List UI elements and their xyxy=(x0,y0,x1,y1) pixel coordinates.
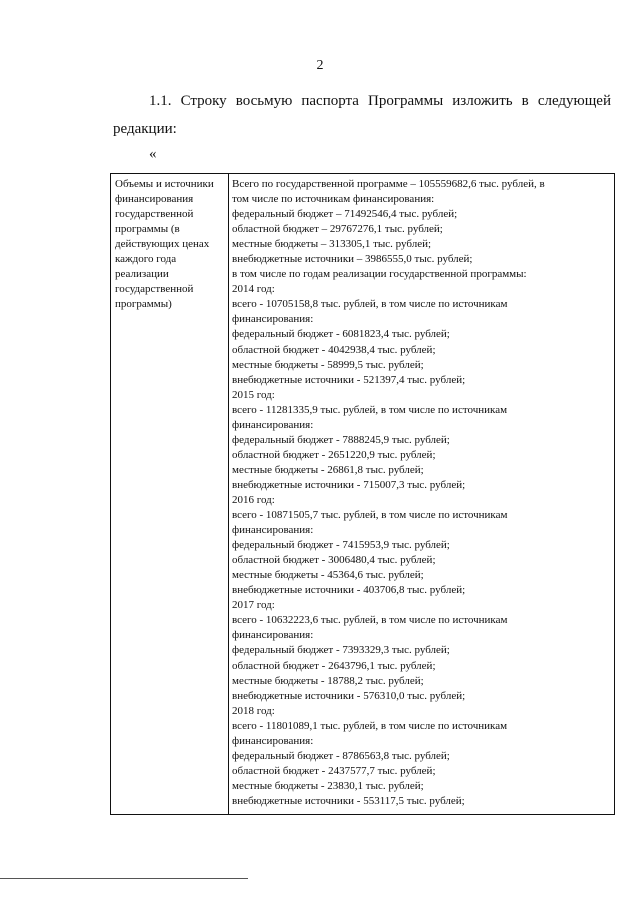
funding-text-line: внебюджетные источники - 715007,3 тыс. рублей; xyxy=(232,478,466,491)
funding-text-line: финансирования: xyxy=(232,629,314,642)
funding-text-line: 2016 год: xyxy=(232,493,275,506)
funding-text-line: местные бюджеты - 26861,8 тыс. рублей; xyxy=(232,463,424,476)
funding-text-line: областной бюджет - 2651220,9 тыс. рублей; xyxy=(232,448,436,461)
table-column-divider xyxy=(228,174,229,814)
funding-text-line: областной бюджет - 3006480,4 тыс. рублей; xyxy=(232,554,436,567)
funding-text-line: внебюджетные источники - 576310,0 тыс. рублей; xyxy=(232,689,466,702)
amendment-paragraph-continuation: редакции: xyxy=(113,121,177,137)
funding-text-line: 2015 год: xyxy=(232,388,275,401)
funding-text-line: областной бюджет - 4042938,4 тыс. рублей; xyxy=(232,343,436,356)
funding-text-line: финансирования: xyxy=(232,524,314,537)
funding-text-line: федеральный бюджет - 7393329,3 тыс. рублей; xyxy=(232,644,450,657)
funding-text-line: местные бюджеты - 58999,5 тыс. рублей; xyxy=(232,358,424,371)
funding-text-line: федеральный бюджет - 8786563,8 тыс. рублей; xyxy=(232,749,450,762)
funding-text-line: финансирования: xyxy=(232,313,314,326)
funding-table xyxy=(110,173,615,815)
funding-text-line: федеральный бюджет - 7888245,9 тыс. рублей; xyxy=(232,433,450,446)
label-text-line: программы (в xyxy=(115,223,180,235)
funding-text-line: в том числе по годам реализации государственной программы: xyxy=(232,268,527,281)
funding-text-line: 2017 год: xyxy=(232,599,275,612)
funding-text-line: всего - 10705158,8 тыс. рублей, в том числе по источникам xyxy=(232,298,508,311)
label-text-line: государственной xyxy=(115,283,194,295)
funding-text-line: финансирования: xyxy=(232,418,314,431)
funding-text-line: внебюджетные источники - 521397,4 тыс. рублей; xyxy=(232,373,466,386)
funding-text-line: областной бюджет – 29767276,1 тыс. рублей; xyxy=(232,223,443,236)
funding-text-line: Всего по государственной программе – 105559682,6 тыс. рублей, в xyxy=(232,178,545,190)
funding-text-line: всего - 11801089,1 тыс. рублей, в том числе по источникам xyxy=(232,719,508,732)
amendment-paragraph: 1.1. Строку восьмую паспорта Программы изложить в следующей xyxy=(149,93,611,109)
funding-text-line: федеральный бюджет - 7415953,9 тыс. рублей; xyxy=(232,539,450,552)
funding-text-line: местные бюджеты – 313305,1 тыс. рублей; xyxy=(232,238,432,251)
funding-text-line: местные бюджеты - 18788,2 тыс. рублей; xyxy=(232,674,424,687)
funding-text-line: внебюджетные источники – 3986555,0 тыс. рублей; xyxy=(232,253,473,266)
funding-text-line: областной бюджет - 2437577,7 тыс. рублей; xyxy=(232,764,436,777)
funding-text-line: местные бюджеты - 45364,6 тыс. рублей; xyxy=(232,569,424,582)
funding-text-line: федеральный бюджет - 6081823,4 тыс. рублей; xyxy=(232,328,450,341)
funding-text-line: всего - 11281335,9 тыс. рублей, в том числе по источникам xyxy=(232,403,508,416)
funding-text-line: областной бюджет - 2643796,1 тыс. рублей; xyxy=(232,659,436,672)
label-text-line: действующих ценах xyxy=(115,238,210,250)
funding-text-line: всего - 10632223,6 тыс. рублей, в том числе по источникам xyxy=(232,614,508,627)
label-text-line: финансирования xyxy=(115,193,194,205)
funding-text-line: местные бюджеты - 23830,1 тыс. рублей; xyxy=(232,779,424,792)
funding-text-line: внебюджетные источники - 403706,8 тыс. рублей; xyxy=(232,584,466,597)
footnote-separator-line xyxy=(0,878,248,879)
funding-text-line: 2018 год: xyxy=(232,704,275,717)
table-funding-details-cell xyxy=(232,177,612,809)
label-text-line: государственной xyxy=(115,208,194,220)
funding-text-line: внебюджетные источники - 553117,5 тыс. рублей; xyxy=(232,794,465,807)
table-row-label-cell xyxy=(115,177,227,312)
funding-text-line: 2014 год: xyxy=(232,283,275,296)
funding-text-line: федеральный бюджет – 71492546,4 тыс. рублей; xyxy=(232,208,458,221)
label-text-line: реализации xyxy=(115,268,169,280)
funding-text-line: том числе по источникам финансирования: xyxy=(232,193,435,206)
label-text-line: каждого года xyxy=(115,253,177,265)
opening-quote-mark: « xyxy=(149,146,157,162)
label-text-line: Объемы и источники xyxy=(115,178,214,190)
label-text-line: программы) xyxy=(115,298,172,310)
funding-text-line: всего - 10871505,7 тыс. рублей, в том числе по источникам xyxy=(232,509,508,522)
funding-text-line: финансирования: xyxy=(232,734,314,747)
page-number: 2 xyxy=(316,58,324,73)
